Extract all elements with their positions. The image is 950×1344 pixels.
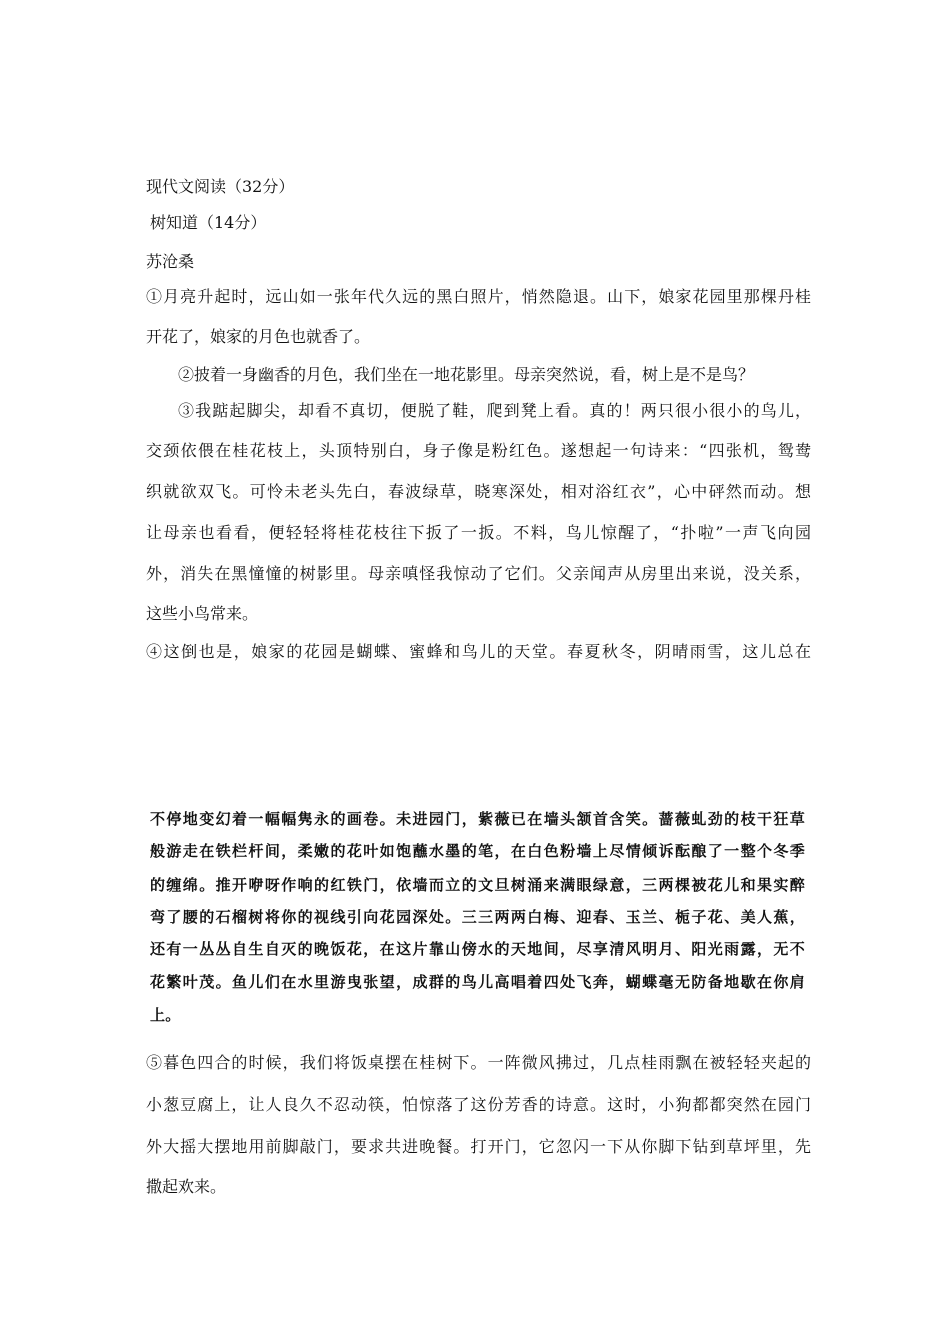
paragraph-line: 外，消失在黑憧憧的树影里。母亲嗔怪我惊动了它们。父亲闻声从房里出来说，没关系， bbox=[146, 564, 811, 583]
paragraph-line: ③我踮起脚尖，却看不真切，便脱了鞋，爬到凳上看。真的！两只很小很小的鸟儿， bbox=[178, 401, 811, 420]
paragraph-line: ①月亮升起时，远山如一张年代久远的黑白照片，悄然隐退。山下，娘家花园里那棵丹桂 bbox=[146, 287, 811, 306]
handwritten-line: 花繁叶茂。鱼儿们在水里游曳张望，成群的鸟儿高唱着四处飞奔，蝴蝶毫无防备地歇在你肩 bbox=[150, 973, 805, 991]
paragraph-line: ②披着一身幽香的月色，我们坐在一地花影里。母亲突然说，看，树上是不是鸟？ bbox=[178, 365, 755, 384]
paragraph-line: 这些小鸟常来。 bbox=[146, 604, 259, 623]
handwritten-line: 上。 bbox=[150, 1006, 181, 1024]
paragraph-line: 让母亲也看看，便轻轻将桂花枝往下扳了一扳。不料，鸟儿惊醒了，“扑啦”一声飞向园 bbox=[146, 523, 811, 542]
paragraph-line: 开花了，娘家的月色也就香了。 bbox=[146, 327, 371, 346]
section-title: 现代文阅读（32分） bbox=[146, 177, 295, 196]
article-title: 树知道（14分） bbox=[150, 213, 267, 232]
paragraph-line: 交颈依偎在桂花枝上，头顶特别白，身子像是粉红色。遂想起一句诗来：“四张机，鸳鸯 bbox=[146, 441, 811, 460]
paragraph-line: ④这倒也是，娘家的花园是蝴蝶、蜜蜂和鸟儿的天堂。春夏秋冬，阴晴雨雪，这儿总在 bbox=[146, 642, 811, 661]
handwritten-line: 弯了腰的石榴树将你的视线引向花园深处。三三两两白梅、迎春、玉兰、栀子花、美人蕉， bbox=[150, 908, 805, 926]
paragraph-line: 小葱豆腐上，让人良久不忍动筷，怕惊落了这份芳香的诗意。这时，小狗都都突然在园门 bbox=[146, 1095, 811, 1114]
paragraph-line: 织就欲双飞。可怜未老头先白，春波绿草，晓寒深处，相对浴红衣”，心中砰然而动。想 bbox=[146, 482, 811, 501]
paragraph-line: ⑤暮色四合的时候，我们将饭桌摆在桂树下。一阵微风拂过，几点桂雨飘在被轻轻夹起的 bbox=[146, 1053, 811, 1072]
handwritten-line: 不停地变幻着一幅幅隽永的画卷。未进园门，紫薇已在墙头颔首含笑。蔷薇虬劲的枝干狂草 bbox=[150, 810, 805, 828]
handwritten-line: 般游走在铁栏杆间，柔嫩的花叶如饱蘸水墨的笔，在白色粉墙上尽情倾诉酝酿了一整个冬季 bbox=[150, 842, 805, 860]
handwritten-line: 的缠绵。推开咿呀作响的红铁门，依墙而立的文旦树涌来满眼绿意，三两棵被花儿和果实醉 bbox=[150, 876, 805, 894]
paragraph-line: 外大摇大摆地用前脚敲门，要求共进晚餐。打开门，它忽闪一下从你脚下钻到草坪里，先 bbox=[146, 1137, 811, 1156]
paragraph-line: 撒起欢来。 bbox=[146, 1177, 227, 1196]
article-author: 苏沧桑 bbox=[146, 252, 195, 271]
handwritten-line: 还有一丛丛自生自灭的晚饭花，在这片靠山傍水的天地间，尽享清风明月、阳光雨露，无不 bbox=[150, 940, 805, 958]
